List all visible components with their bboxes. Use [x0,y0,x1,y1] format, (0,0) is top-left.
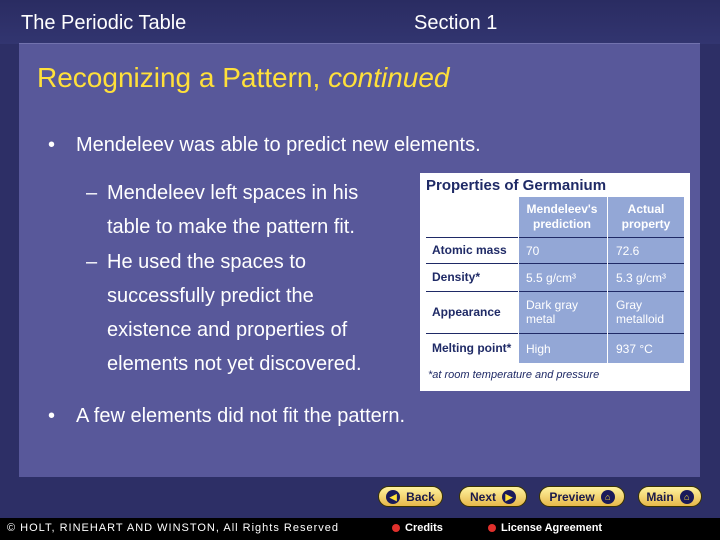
col-header-actual-line2: property [621,217,671,231]
sub-line: existence and properties of [107,319,348,341]
bullet-dot: • [48,134,56,156]
table-corner [426,197,518,237]
row-prediction [520,298,578,326]
credits-link[interactable] [392,522,443,534]
chevron-right-icon: ▶ [502,490,516,504]
col-divider [518,197,519,363]
bullet-icon [488,524,496,532]
row-prediction: High [526,342,551,356]
preview-button[interactable] [539,486,625,507]
chevron-left-icon: ◀ [386,490,400,504]
header-bar [0,0,720,44]
sub-line: table to make the pattern fit. [107,216,355,238]
row-label: Appearance [426,292,518,333]
col-header-actual [608,202,684,232]
row-actual: 72.6 [616,244,640,258]
row-label: Melting point* [426,334,518,363]
bullet-2-text: A few elements did not fit the pattern. [76,405,406,427]
sub-line: Mendeleev left spaces in his [107,182,359,204]
section-label: Section 1 [414,12,498,34]
slide-title [37,62,450,94]
table-title: Properties of Germanium [426,177,607,194]
bullet-icon [392,524,400,532]
preview-label: Preview [549,489,595,504]
row-actual: 937 °C [616,342,653,356]
row-actual: 5.3 g/cm³ [616,271,667,285]
license-label: License Agreement [501,522,603,534]
credits-label: Credits [405,522,443,534]
slide-title-main: Recognizing a Pattern, [37,62,321,93]
sub-line: elements not yet discovered. [107,353,362,375]
table-grid [426,197,684,363]
sub-dash: – [86,182,98,204]
row-label: Atomic mass [426,238,518,263]
license-agreement-link[interactable] [488,522,602,534]
sub-dash: – [86,251,98,273]
main-button[interactable] [638,486,702,507]
col-header-prediction-line1: Mendeleev's [526,202,598,216]
col-header-prediction [518,202,606,232]
row-actual-line2: metalloid [616,312,665,326]
row-actual [610,298,664,326]
back-label: Back [406,489,435,504]
home-icon: ⌂ [680,490,694,504]
col-header-actual-line1: Actual [627,202,665,216]
germanium-properties-table [420,173,690,391]
copyright-text: © HOLT, RINEHART AND WINSTON, All Rights Reserved [7,522,339,534]
col-header-prediction-line2: prediction [532,217,591,231]
navigation-bar [0,486,720,508]
bullet-1-text: Mendeleev was able to predict new elements. [76,134,481,156]
sub-line: successfully predict the [107,285,314,307]
chapter-title: The Periodic Table [21,12,187,34]
row-prediction: 70 [526,244,540,258]
bullet-dot: • [48,405,56,427]
back-button[interactable] [378,486,443,507]
table-footnote: *at room temperature and pressure [428,369,600,381]
main-label: Main [646,489,674,504]
footer-bar [0,518,720,540]
next-button[interactable] [459,486,527,507]
row-label: Density* [426,264,518,291]
row-prediction-line1: Dark gray [526,298,579,312]
sub-line: He used the spaces to [107,251,307,273]
home-icon: ⌂ [601,490,615,504]
row-prediction: 5.5 g/cm³ [526,271,577,285]
row-prediction-line2: metal [526,312,556,326]
row-actual-line1: Gray [616,298,643,312]
col-divider [607,197,608,363]
slide-title-italic: continued [328,62,450,93]
next-label: Next [469,489,496,504]
